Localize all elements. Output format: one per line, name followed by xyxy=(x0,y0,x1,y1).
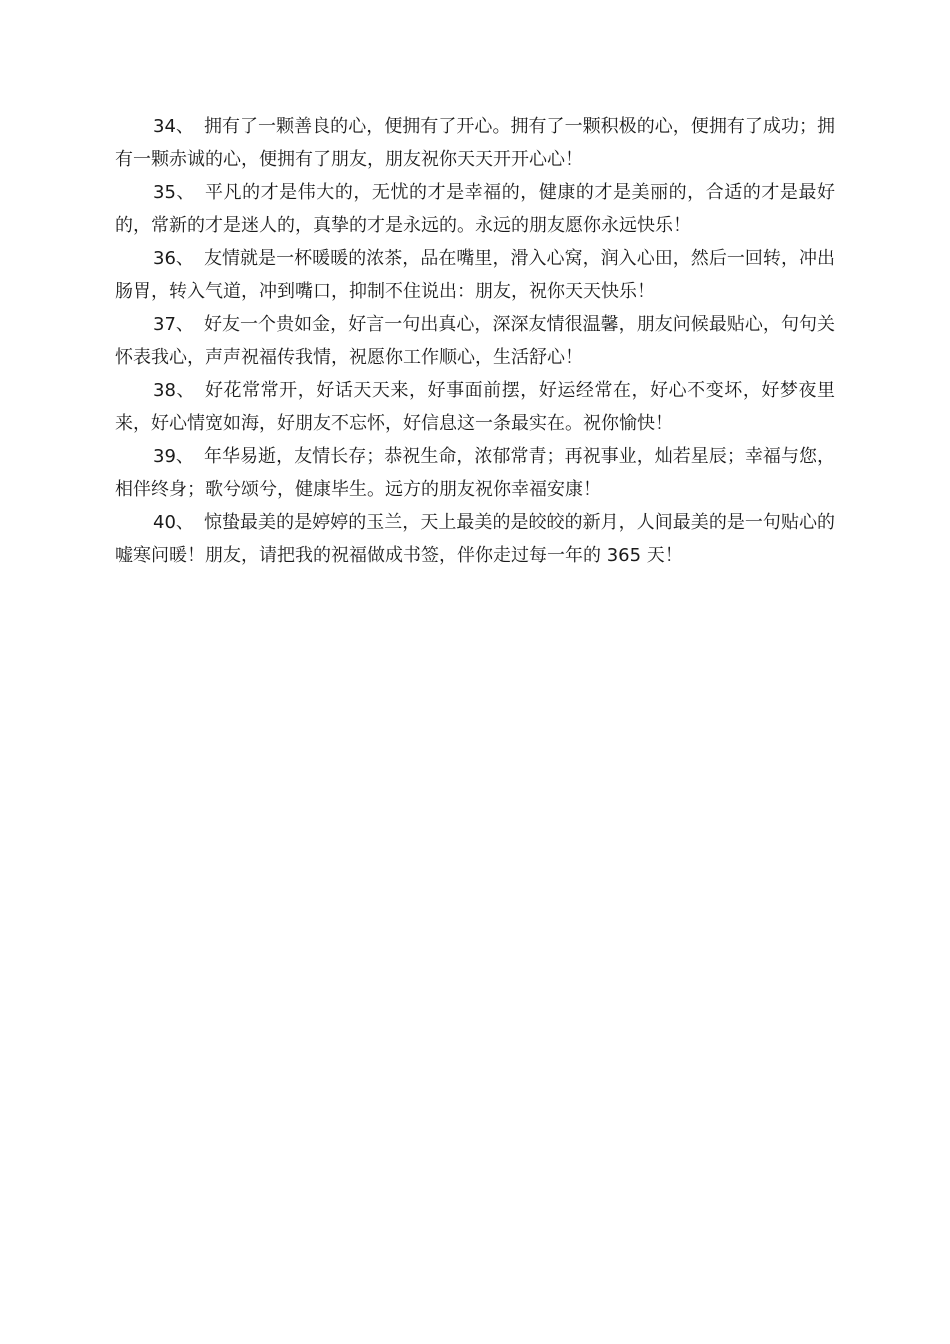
paragraph-text: 拥有了一颗善良的心，便拥有了开心。拥有了一颗积极的心，便拥有了成功；拥有一颗赤诚的心，便拥有了朋友，朋友祝你天天开开心心！ xyxy=(115,116,835,170)
paragraph-text: 好友一个贵如金，好言一句出真心，深深友情很温馨，朋友问候最贴心，句句关怀表我心，声声祝福传我情，祝愿你工作顺心，生活舒心！ xyxy=(115,314,835,368)
paragraph-number: 38、 xyxy=(153,380,195,401)
paragraph-number: 40、 xyxy=(153,512,194,533)
paragraph-text: 好花常常开，好话天天来，好事面前摆，好运经常在，好心不变坏，好梦夜里来，好心情宽如海，好朋友不忘怀，好信息这一条最实在。祝你愉快！ xyxy=(115,380,835,434)
paragraph-text: 友情就是一杯暖暖的浓茶，品在嘴里，滑入心窝，润入心田，然后一回转，冲出肠胃，转入气道，冲到嘴口，抑制不住说出：朋友，祝你天天快乐！ xyxy=(115,248,835,302)
paragraph-number: 34、 xyxy=(153,116,194,137)
paragraph-40 xyxy=(115,506,835,572)
paragraph-number: 39、 xyxy=(153,446,194,467)
paragraph-36 xyxy=(115,242,835,308)
paragraph-text: 年华易逝，友情长存；恭祝生命，浓郁常青；再祝事业，灿若星辰；幸福与您，相伴终身；歌兮颂兮，健康毕生。远方的朋友祝你幸福安康！ xyxy=(115,446,835,500)
paragraph-37 xyxy=(115,308,835,374)
paragraph-39 xyxy=(115,440,835,506)
document-body xyxy=(115,110,835,572)
paragraph-number: 37、 xyxy=(153,314,194,335)
paragraph-number: 36、 xyxy=(153,248,194,269)
paragraph-number: 35、 xyxy=(153,182,195,203)
paragraph-34 xyxy=(115,110,835,176)
paragraph-35 xyxy=(115,176,835,242)
paragraph-text: 平凡的才是伟大的，无忧的才是幸福的，健康的才是美丽的，合适的才是最好的，常新的才是迷人的，真挚的才是永远的。永远的朋友愿你永远快乐！ xyxy=(115,182,835,236)
paragraph-38 xyxy=(115,374,835,440)
paragraph-text: 惊蛰最美的是婷婷的玉兰，天上最美的是皎皎的新月，人间最美的是一句贴心的嘘寒问暖！朋友，请把我的祝福做成书签，伴你走过每一年的 365 天！ xyxy=(115,512,835,566)
